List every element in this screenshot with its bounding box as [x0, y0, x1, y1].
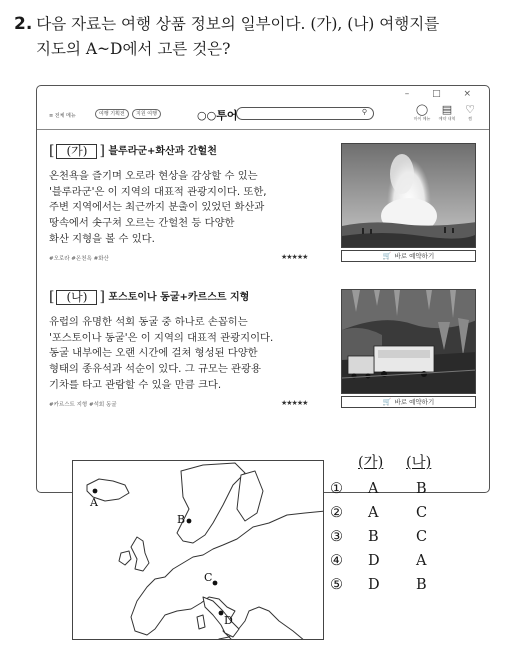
product-tag: (가)	[56, 144, 97, 159]
europe-map	[72, 460, 324, 640]
product-title[interactable]: 포스토이나 동굴+카르스트 지형	[108, 292, 250, 303]
point-b	[187, 519, 192, 524]
book-now-button[interactable]	[341, 250, 476, 262]
choice-ga: B	[368, 529, 379, 545]
rating-stars: ★★★★★	[281, 399, 308, 407]
geyser-illustration	[342, 144, 476, 248]
europe-outline	[73, 461, 324, 640]
header-na: (나)	[406, 455, 432, 471]
site-topbar	[37, 100, 489, 130]
choice-na: B	[416, 577, 427, 593]
description-line: 화산 지형을 볼 수 있다.	[49, 232, 155, 245]
full-menu-button[interactable]: ≡ 전체 메뉴	[49, 113, 76, 119]
reservation-button[interactable]	[436, 103, 458, 122]
description-line: 땅속에서 솟구쳐 오르는 간헐천 등 다양한	[49, 217, 235, 230]
product-title-row: [ (나) ] 포스토이나 동굴+카르스트 지형	[49, 289, 250, 305]
geyser-photo[interactable]	[341, 143, 476, 248]
map-label-a: A	[90, 496, 98, 509]
map-label-c: C	[204, 571, 213, 584]
description-line: 주변 지역에서는 최근까지 분출이 있었던 화산과	[49, 201, 265, 214]
choice-row[interactable]	[330, 577, 480, 597]
point-a	[93, 489, 98, 494]
site-brand[interactable]: ○○투어	[197, 109, 238, 122]
cart-icon: 🛒	[382, 252, 392, 260]
product-card-na	[49, 289, 479, 408]
description-line: '블루라군'은 이 지역의 대표적 관광지이다. 또한,	[49, 185, 267, 198]
mypage-icon: ◯	[415, 103, 429, 116]
cave-illustration	[342, 290, 476, 394]
book-now-button[interactable]	[341, 396, 476, 408]
point-d	[219, 611, 224, 616]
search-icon[interactable]: ⚲	[361, 108, 367, 116]
mypage-button[interactable]	[411, 103, 433, 122]
choice-number: ②	[330, 505, 343, 521]
header-ga: (가)	[358, 455, 384, 471]
map-label-b: B	[177, 513, 186, 526]
promo-pill-button[interactable]: 여행 기획전	[95, 109, 129, 119]
choice-ga: A	[368, 505, 379, 521]
choice-row[interactable]	[330, 505, 480, 525]
reservation-caption: 예약 내역	[438, 116, 456, 121]
choice-na: A	[416, 553, 427, 569]
choice-ga: A	[368, 481, 379, 497]
choice-row[interactable]	[330, 481, 480, 501]
heart-icon: ♡	[465, 103, 475, 116]
travel-site-window	[36, 85, 490, 493]
product-description	[49, 169, 317, 248]
choice-na: B	[416, 481, 427, 497]
description-line: 동굴 내부에는 오랜 시간에 걸쳐 형성된 다양한	[49, 347, 258, 360]
rating-stars: ★★★★★	[281, 253, 308, 261]
support-pill-button[interactable]: 지원 여행	[132, 109, 161, 119]
cart-icon: 🛒	[382, 398, 392, 406]
choice-number: ①	[330, 481, 343, 497]
book-now-label: 바로 예약하기	[394, 398, 435, 406]
window-controls[interactable]: – □ ×	[404, 89, 481, 99]
product-description	[49, 315, 317, 394]
mypage-caption: 마이 메뉴	[413, 116, 431, 121]
choice-ga: D	[368, 577, 380, 593]
description-line: '포스토이나 동굴'은 이 지역의 대표적 관광지이다.	[49, 331, 274, 344]
product-hashtags[interactable]: #카르스트 지형 #석회 동굴	[49, 402, 117, 408]
choice-number: ③	[330, 529, 343, 545]
question-line-1: 다음 자료는 여행 상품 정보의 일부이다. (가), (나) 여행지를	[36, 15, 440, 33]
choice-ga: D	[368, 553, 380, 569]
map-label-d: D	[224, 614, 233, 627]
question-header	[14, 12, 499, 62]
book-now-label: 바로 예약하기	[394, 252, 435, 260]
question-line-2: 지도의 A~D에서 고른 것은?	[36, 40, 231, 58]
choice-row[interactable]	[330, 529, 480, 549]
description-line: 온천욕을 즐기며 오로라 현상을 감상할 수 있는	[49, 170, 258, 182]
product-title[interactable]: 블루라군+화산과 간헐천	[108, 146, 217, 157]
wishlist-button[interactable]	[459, 103, 481, 122]
reservation-icon: ▤	[441, 103, 453, 116]
choice-number: ⑤	[330, 577, 343, 593]
choice-number: ④	[330, 553, 343, 569]
point-c	[213, 581, 218, 586]
product-card-ga	[49, 143, 479, 262]
search-input[interactable]	[236, 107, 374, 120]
choice-na: C	[416, 505, 428, 521]
product-hashtags[interactable]: #오로라 #온천욕 #화산	[49, 256, 109, 262]
cave-train-photo[interactable]	[341, 289, 476, 394]
description-line: 형태의 종유석과 석순이 있다. 그 규모는 관광용	[49, 363, 261, 376]
description-line: 유럽의 유명한 석회 동굴 중 하나로 손꼽히는	[49, 316, 248, 328]
description-line: 기차를 타고 관람할 수 있을 만큼 크다.	[49, 378, 222, 391]
choice-na: C	[416, 529, 428, 545]
choice-row[interactable]	[330, 553, 480, 573]
product-tag: (나)	[56, 290, 97, 305]
product-title-row: [ (가) ] 블루라군+화산과 간헐천	[49, 143, 217, 159]
wishlist-caption: 찜	[468, 116, 472, 121]
question-number: 2.	[14, 14, 33, 34]
